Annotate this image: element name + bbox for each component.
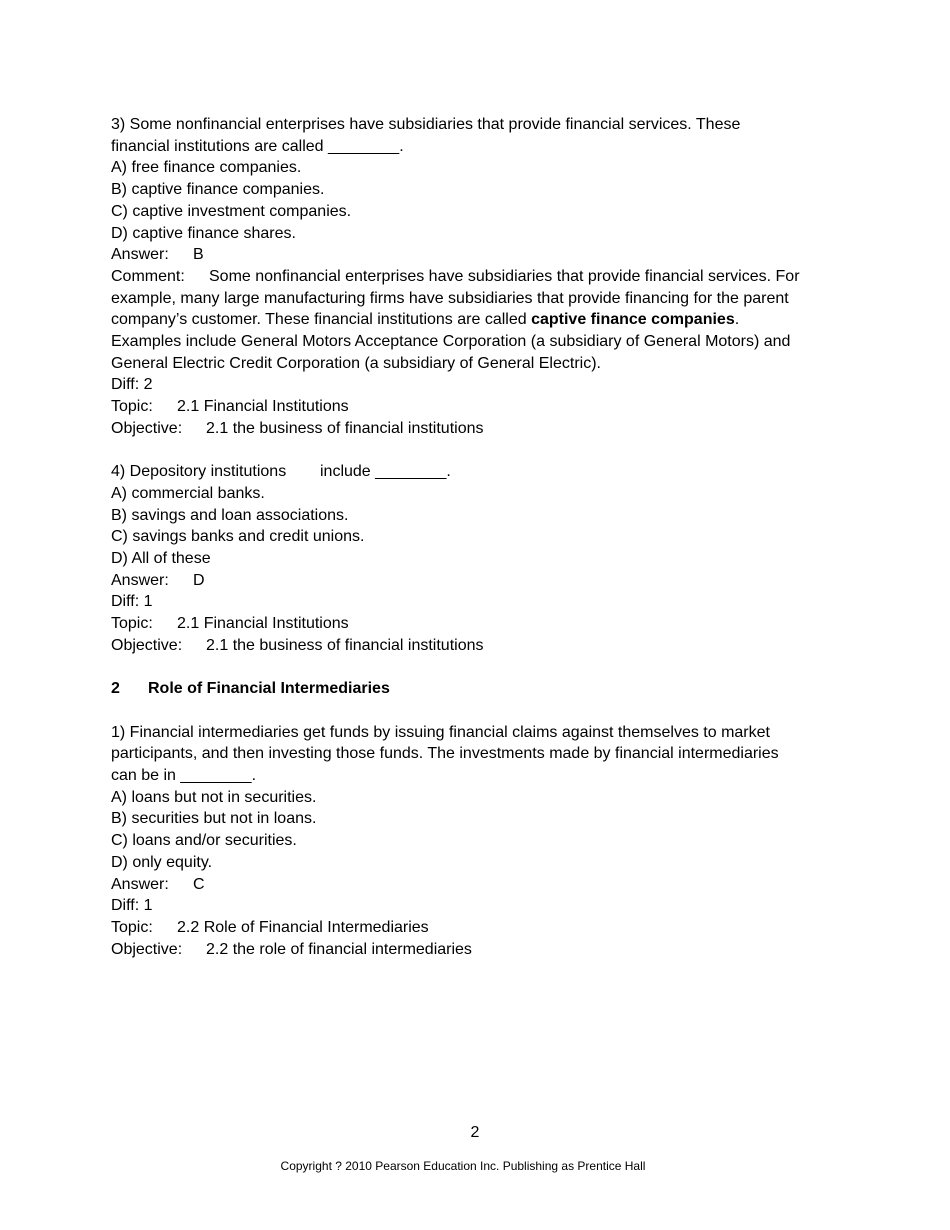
comment-text-bold: captive finance companies: [531, 311, 735, 329]
question-stem-line: financial institutions are called ________.: [111, 137, 404, 155]
topic-value: 2.1 Financial Institutions: [177, 615, 349, 633]
question-4: [111, 461, 871, 656]
objective-value: 2.2 the role of financial intermediaries: [206, 940, 472, 958]
answer-line: [111, 570, 871, 592]
comment-text: [111, 309, 871, 331]
topic-value: 2.2 Role of Financial Intermediaries: [177, 918, 429, 936]
answer-option-c: C) captive investment companies.: [111, 202, 352, 220]
objective-line: [111, 939, 871, 961]
objective-line: [111, 418, 871, 440]
comment-label: Comment:: [111, 267, 185, 285]
spacer: [111, 657, 871, 679]
comment-text: General Electric Credit Corporation (a subsidiary of General Electric).: [111, 354, 601, 372]
answer-label: Answer:: [111, 571, 169, 589]
page-number: 2: [470, 1124, 480, 1141]
comment-text: Some nonfinancial enterprises have subsidiaries that provide financial services. For: [209, 267, 800, 285]
question-stem-line: participants, and then investing those funds. The investments made by financial intermediaries: [111, 745, 779, 763]
answer-option-d: D) captive finance shares.: [111, 224, 296, 242]
answer-option-a: A) commercial banks.: [111, 484, 265, 502]
topic-label: Topic:: [111, 918, 153, 936]
topic-value: 2.1 Financial Institutions: [177, 398, 349, 416]
question-stem-line: 1) Financial intermediaries get funds by issuing financial claims against themselves to market: [111, 723, 770, 741]
answer-option-d: D) All of these: [111, 550, 211, 568]
comment-text: example, many large manufacturing firms have subsidiaries that provide financing for the parent: [111, 289, 789, 307]
answer-value: B: [193, 246, 204, 264]
topic-label: Topic:: [111, 615, 153, 633]
section-number: 2: [111, 680, 120, 698]
difficulty: Diff: 2: [111, 376, 153, 394]
question-1: [111, 722, 871, 961]
objective-line: [111, 635, 871, 657]
comment-text: Examples include General Motors Acceptance Corporation (a subsidiary of General Motors) and: [111, 333, 791, 351]
answer-option-b: B) captive finance companies.: [111, 181, 325, 199]
question-stem-text: include ________.: [320, 463, 451, 481]
question-stem-line: 3) Some nonfinancial enterprises have subsidiaries that provide financial services. These: [111, 116, 741, 133]
answer-option-a: A) free finance companies.: [111, 159, 302, 177]
question-stem-text: 4) Depository institutions: [111, 463, 287, 481]
answer-value: C: [193, 875, 205, 893]
page-content: [111, 114, 871, 960]
objective-label: Objective:: [111, 636, 183, 654]
answer-option-c: C) loans and/or securities.: [111, 832, 297, 850]
copyright-notice: Copyright ? 2010 Pearson Education Inc. Publishing as Prentice Hall: [280, 1159, 646, 1173]
answer-line: [111, 874, 871, 896]
answer-label: Answer:: [111, 875, 169, 893]
difficulty: Diff: 1: [111, 593, 153, 611]
answer-option-d: D) only equity.: [111, 853, 213, 871]
section-title: Role of Financial Intermediaries: [148, 680, 390, 698]
section-heading: [111, 678, 871, 700]
question-3: [111, 114, 871, 440]
comment-text-plain: company’s customer. These financial institutions are called: [111, 311, 527, 329]
question-stem-line: can be in ________.: [111, 767, 257, 785]
answer-option-c: C) savings banks and credit unions.: [111, 528, 365, 546]
spacer: [111, 440, 871, 462]
objective-label: Objective:: [111, 940, 183, 958]
topic-line: [111, 917, 871, 939]
comment-text-plain: .: [734, 311, 740, 329]
answer-label: Answer:: [111, 246, 169, 264]
answer-option-a: A) loans but not in securities.: [111, 788, 317, 806]
comment-line: [111, 266, 871, 288]
objective-value: 2.1 the business of financial institutions: [206, 636, 484, 654]
answer-option-b: B) securities but not in loans.: [111, 810, 317, 828]
answer-value: D: [193, 571, 205, 589]
topic-line: [111, 613, 871, 635]
difficulty: Diff: 1: [111, 897, 153, 915]
question-stem-line: [111, 461, 871, 483]
spacer: [111, 700, 871, 722]
topic-label: Topic:: [111, 398, 153, 416]
objective-value: 2.1 the business of financial institutions: [206, 419, 484, 437]
topic-line: [111, 396, 871, 418]
objective-label: Objective:: [111, 419, 183, 437]
answer-line: [111, 244, 871, 266]
answer-option-b: B) savings and loan associations.: [111, 506, 349, 524]
